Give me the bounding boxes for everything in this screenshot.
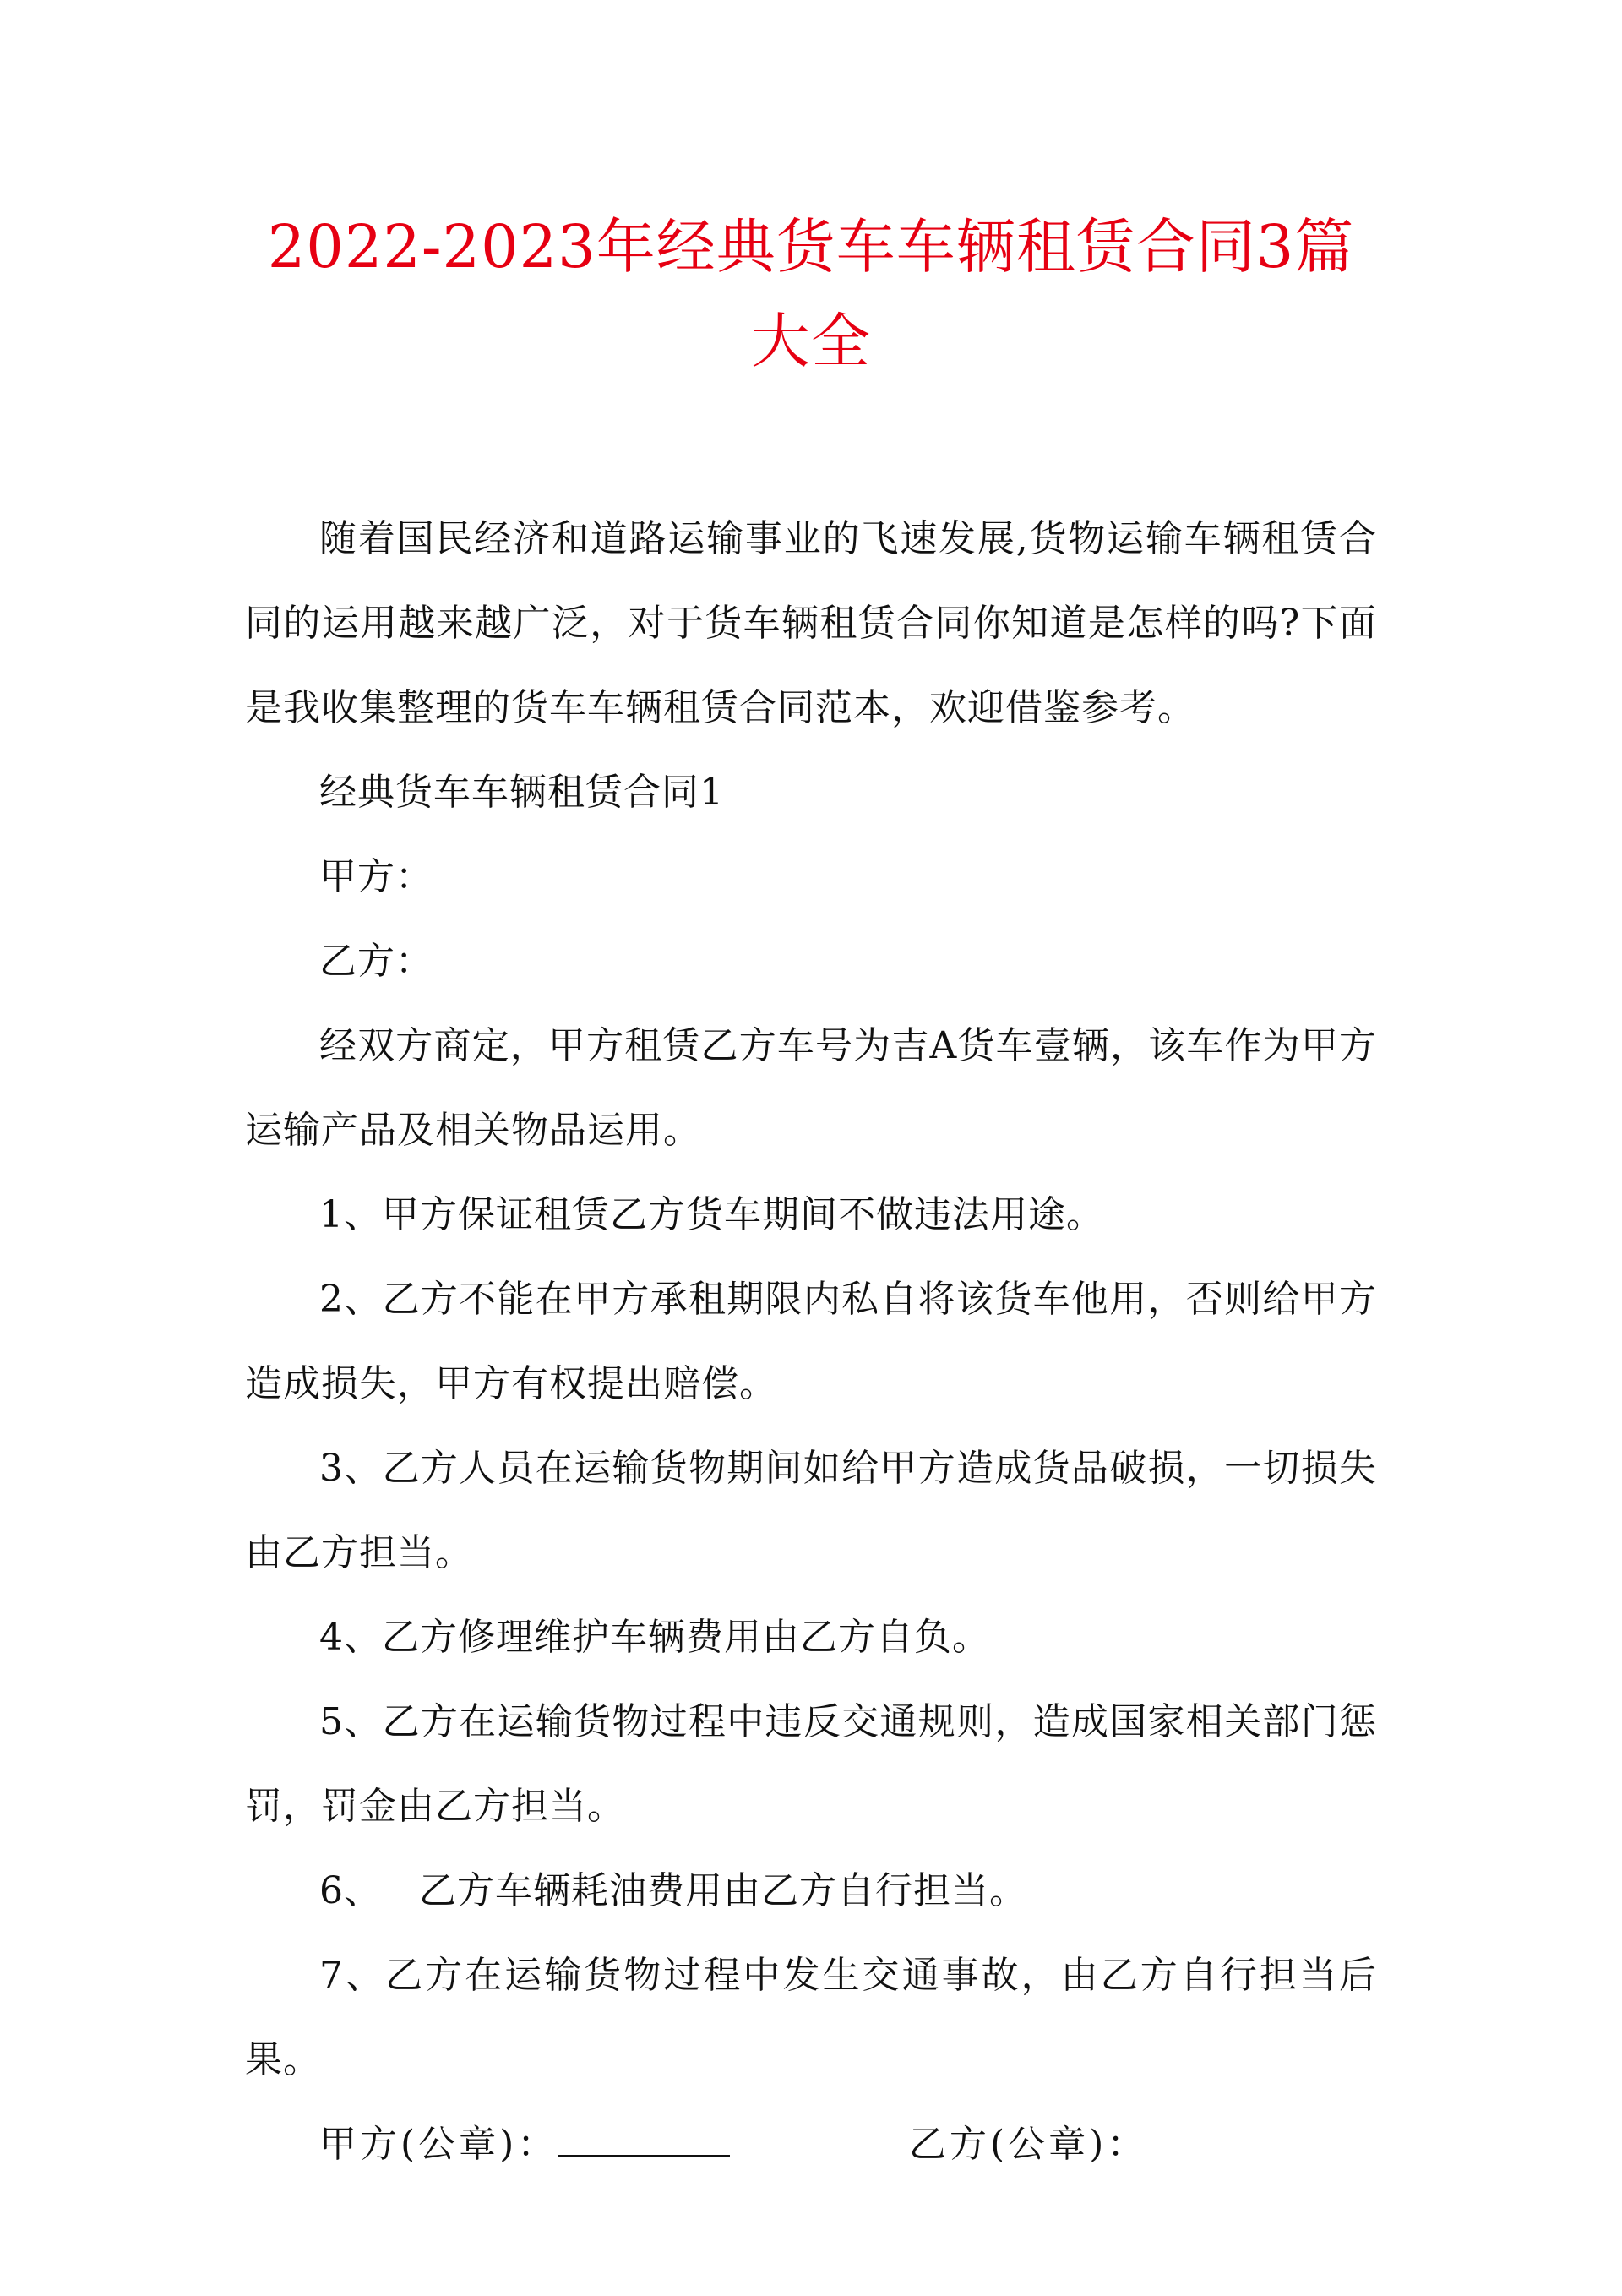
party-a-signature-line [558, 2126, 730, 2157]
party-b-line: 乙方： [319, 940, 433, 983]
clause-3: 3、乙方人员在运输货物期间如给甲方造成货品破损，一切损失由乙方担当。 [245, 1447, 1377, 1574]
party-a-seal-label: 甲方(公章)： [319, 2123, 558, 2166]
clause-4: 4、乙方修理维护车辆费用由乙方自负。 [319, 1616, 990, 1659]
document-body [245, 497, 1377, 2187]
signature-row [245, 2102, 1377, 2187]
party-b-signature [909, 2102, 1377, 2187]
document-page [245, 0, 1377, 2296]
document-title: 2022-2023年经典货车车辆租赁合同3篇大全 [267, 212, 1355, 376]
party-a-line: 甲方： [319, 855, 433, 898]
clause-6 [245, 1849, 1377, 1933]
clause-1: 1、甲方保证租赁乙方货车期间不做违法用途。 [319, 1193, 1104, 1236]
clause-2: 2、乙方不能在甲方承租期限内私自将该货车他用，否则给甲方造成损失，甲方有权提出赔偿。 [245, 1278, 1377, 1405]
intro-paragraph: 随着国民经济和道路运输事业的飞速发展,货物运输车辆租赁合同的运用越来越广泛，对于货车辆租赁合同你知道是怎样的吗?下面是我收集整理的货车车辆租赁合同范本，欢迎借鉴参考。 [245, 517, 1377, 729]
clause-6-number: 6、 [319, 1869, 382, 1912]
agreement-paragraph: 经双方商定，甲方租赁乙方车号为吉A货车壹辆，该车作为甲方运输产品及相关物品运用。 [245, 1024, 1377, 1152]
clause-7: 7、乙方在运输货物过程中发生交通事故，由乙方自行担当后果。 [245, 1954, 1377, 2081]
party-a-signature [245, 2102, 909, 2187]
party-b-seal-label: 乙方(公章)： [909, 2123, 1148, 2166]
clause-6-text: 乙方车辆耗油费用由乙方自行担当。 [419, 1869, 1027, 1912]
contract-heading: 经典货车车辆租赁合同1 [319, 771, 724, 814]
clause-5: 5、乙方在运输货物过程中违反交通规则，造成国家相关部门惩罚，罚金由乙方担当。 [245, 1700, 1377, 1828]
